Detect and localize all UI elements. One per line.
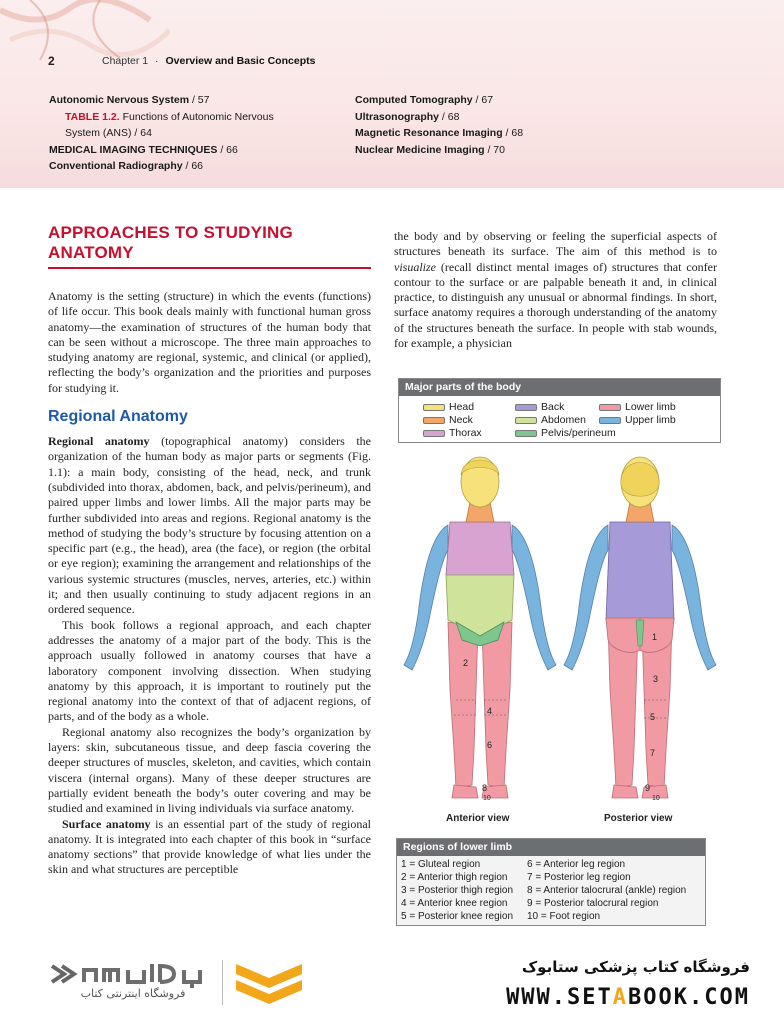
subhead-regional-anatomy: Regional Anatomy — [48, 408, 188, 426]
region-entry: 3 = Posterior thigh region — [401, 885, 514, 896]
paragraph: Regional anatomy (topographical anatomy) considers the organization of the human body as major parts or segments (Fig. 1.1): a main body, consisting of the head, neck, and trunk (subdivided into thorax, abdomen, back, and pelvis/perineum), and paired upper limbs and lower limbs. All the major parts may be further subdivided into areas and regions. Regional anatomy is the method of studying the body’s structure by focusing attention on a specific part (e.g., the head), area (the face), or region (the orbital or eye region); examining the arrangement and relationships of the various systemic structures (muscles, nerves, arteries, etc.) within it; and then usually continuing to study adjacent regions in an ordered sequence. — [48, 434, 371, 617]
anterior-region-6: 6 — [487, 740, 493, 750]
right-column-text — [394, 229, 717, 351]
toc-left — [49, 92, 339, 175]
swatch-thorax — [423, 430, 445, 437]
anterior-region-2: 2 — [463, 658, 469, 668]
regions-list-left — [401, 858, 513, 923]
chapter-label: Chapter 1 — [102, 55, 149, 67]
region-entry: 5 = Posterior knee region — [401, 911, 514, 922]
region-entry: 4 = Anterior knee region — [401, 898, 508, 909]
toc-item[interactable]: Computed Tomography / 67 — [355, 94, 494, 106]
figure-legend — [398, 378, 721, 443]
posterior-region-10: 10 — [652, 795, 660, 802]
legend-entry-lower-limb: Lower limb — [599, 401, 676, 413]
toc-item[interactable]: Conventional Radiography / 66 — [49, 160, 204, 172]
legend-entry-abdomen: Abdomen — [515, 414, 586, 426]
toc-item[interactable]: Autonomic Nervous System / 57 — [49, 94, 210, 106]
posterior-region-5: 5 — [650, 712, 656, 722]
legend-entry-neck: Neck — [423, 414, 473, 426]
logo-tagline: فروشگاه اینترنتی کتاب — [80, 987, 186, 1000]
region-entry: 2 = Anterior thigh region — [401, 872, 508, 883]
anterior-figure — [404, 457, 556, 798]
toc-right — [355, 92, 655, 158]
legend-entry-upper-limb: Upper limb — [599, 414, 676, 426]
legend-entry-back: Back — [515, 401, 564, 413]
region-entry: 1 = Gluteal region — [401, 859, 481, 870]
legend-entry-pelvis: Pelvis/perineum — [515, 427, 616, 439]
page-number: 2 — [48, 54, 55, 68]
posterior-region-3: 3 — [653, 674, 659, 684]
regions-list-right — [527, 858, 686, 923]
paragraph: the body and by observing or feeling the superficial aspects of structures beneath its surface. The aim of this method is to visualize (recall distinct mental images of) structures that confer contour to the surface or are palpable beneath it and, in clinical practice, to distinguish any unusual or abnormal findings. In short, surface anatomy requires a thorough understanding of the anatomy of the structures beneath the surface. In people with stab wounds, for example, a physician — [394, 229, 717, 351]
section-title: APPROACHES TO STUDYING ANATOMY — [48, 223, 293, 262]
region-entry: 8 = Anterior talocrural (ankle) region — [527, 885, 687, 896]
running-head-separator: · — [155, 55, 159, 67]
left-column — [48, 223, 371, 878]
swatch-back — [515, 404, 537, 411]
paragraph: Regional anatomy also recognizes the body’s organization by layers: skin, subcutaneous tissue, and deep fascia covering the deeper structures of muscles, skeleton, and cavities, which contain viscera (internal organs). Many of these deeper structures are partially evident beneath the body’s outer covering and may be studied and examined in living individuals via surface anatomy. — [48, 724, 371, 816]
swatch-neck — [423, 417, 445, 424]
swatch-pelvis — [515, 430, 537, 437]
legend-grid — [423, 401, 713, 441]
toc-item[interactable]: TABLE 1.2. Functions of Autonomic Nervous — [65, 110, 274, 123]
toc-item[interactable]: MEDICAL IMAGING TECHNIQUES / 66 — [49, 143, 238, 156]
toc-item[interactable]: Magnetic Resonance Imaging / 68 — [355, 127, 524, 139]
anatomy-header-illustration — [0, 0, 170, 60]
swatch-abdomen — [515, 417, 537, 424]
paragraph: Surface anatomy is an essential part of the study of regional anatomy. It is integrated into each chapter of this book in “surface anatomy sections” that provide knowledge of what lies under the skin and what structures are perceptible — [48, 816, 371, 877]
region-entry: 9 = Posterior talocrural region — [527, 898, 659, 909]
toc-item[interactable]: Nuclear Medicine Imaging / 70 — [355, 143, 505, 156]
shop-name: فروشگاه کتاب پزشکی ستابوک — [521, 958, 750, 976]
posterior-region-7: 7 — [650, 748, 656, 758]
section-rule — [48, 267, 371, 269]
shop-url[interactable]: WWW.SETABOOK.COM — [506, 985, 750, 1010]
toc-item-cont[interactable]: System (ANS) / 64 — [65, 127, 152, 139]
swatch-lower-limb — [599, 404, 621, 411]
anterior-region-4: 4 — [487, 706, 493, 716]
region-entry: 6 = Anterior leg region — [527, 859, 626, 870]
chapter-title: Overview and Basic Concepts — [165, 55, 316, 67]
legend-title: Major parts of the body — [399, 379, 720, 396]
posterior-region-1: 1 — [652, 632, 658, 642]
region-entry: 10 = Foot region — [527, 911, 601, 922]
body-parts-illustration — [390, 450, 730, 835]
legend-entry-thorax: Thorax — [423, 427, 482, 439]
swatch-head — [423, 404, 445, 411]
setabook-logo-text — [48, 960, 218, 988]
regions-of-lower-limb — [396, 838, 706, 926]
footer-divider — [222, 960, 223, 1005]
posterior-figure — [564, 457, 716, 798]
setabook-chevron-logo — [234, 962, 304, 1006]
regions-title: Regions of lower limb — [397, 839, 705, 856]
anterior-region-8: 8 — [482, 783, 488, 793]
posterior-view-label: Posterior view — [604, 813, 673, 824]
anterior-view-label: Anterior view — [446, 813, 510, 824]
intro-paragraph: Anatomy is the setting (structure) in which the events (functions) of life occur. This book deals mainly with functional human gross anatomy—the examination of structures of the human body that can be seen without a microscope. The three main approaches to studying anatomy are regional, systemic, and clinical (or applied), reflecting the body’s organization and the priorities and purposes for studying it. — [48, 289, 371, 395]
running-head — [102, 55, 315, 67]
toc-item[interactable]: Ultrasonography / 68 — [355, 110, 460, 123]
region-entry: 7 = Posterior leg region — [527, 872, 631, 883]
paragraph: This book follows a regional approach, and each chapter addresses the anatomy of a major part of the body. This is the approach usually followed in anatomy courses that have a laboratory component involving dissection. When studying anatomy by this approach, it is important to routinely put the regional anatomy into the context of that of adjacent regions, of parts, and of the body as a whole. — [48, 617, 371, 724]
anterior-region-10: 10 — [483, 795, 491, 802]
legend-entry-head: Head — [423, 401, 474, 413]
posterior-region-9: 9 — [645, 783, 651, 793]
swatch-upper-limb — [599, 417, 621, 424]
